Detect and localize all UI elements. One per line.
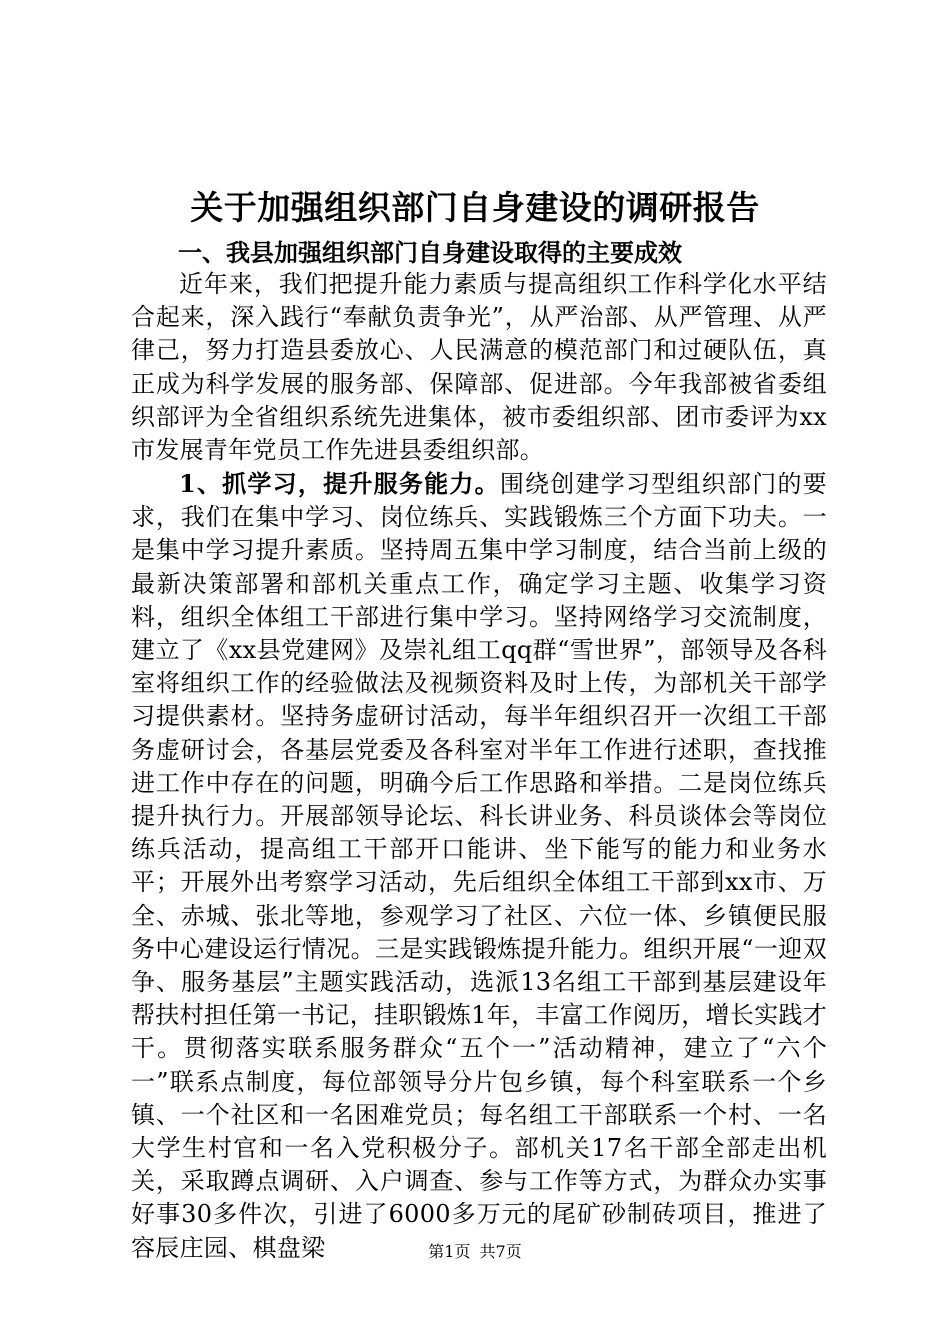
body-paragraph-1: 近年来，我们把提升能力素质与提高组织工作科学化水平结合起来，深入践行“奉献负责争光”，从严治部、从严管理、从严律己，努力打造县委放心、人民满意的模范部门和过硬队伍，真正成为科学发展的服务部、保障部、促进部。今年我部被省委组织部评为全省组织系统先进集体，被市委组织部、团市委评为xx市发展青年党员工作先进县委组织部。 — [131, 270, 827, 465]
paragraph-lead-heading: 1、抓学习，提升服务能力。 — [179, 469, 500, 498]
section-heading: 一、我县加强组织部门自身建设取得的主要成效 — [178, 238, 682, 267]
paragraph-body-text: 围绕创建学习型组织部门的要求，我们在集中学习、岗位练兵、实践锻炼三个方面下功夫。一是集中学习提升素质。坚持周五集中学习制度，结合当前上级的最新决策部署和部机关重点工作，确定学习主题、收集学习资料，组织全体组工干部进行集中学习。坚持网络学习交流制度，建立了《xx县党建网》及崇礼组工qq群“雪世界”，部领导及各科室将组织工作的经验做法及视频资料及时上传，为部机关干部学习提供素材。坚持务虚研讨活动，每半年组织召开一次组工干部务虚研讨会，各基层党委及各科室对半年工作进行述职，查找推进工作中存在的问题，明确今后工作思路和举措。二是岗位练兵提升执行力。开展部领导论坛、科长讲业务、科员谈体会等岗位练兵活动，提高组工干部开口能讲、坐下能写的能力和业务水平；开展外出考察学习活动，先后组织全体组工干部到xx市、万全、赤城、张北等地，参观学习了社区、六位一体、乡镇便民服务中心建设运行情况。三是实践锻炼提升能力。组织开展“一迎双争、服务基层”主题实践活动，选派13名组工干部到基层建设年帮扶村担任第一书记，挂职锻炼1年，丰富工作阅历，增长实践才干。贯彻落实联系服务群众“五个一”活动精神，建立了“六个一”联系点制度，每位部领导分片包乡镇，每个科室联系一个乡镇、一个社区和一名困难党员；每名组工干部联系一个村、一名大学生村官和一名入党积极分子。部机关17名干部全部走出机关，采取蹲点调研、入户调查、参与工作等方式，为群众办实事好事30多件次，引进了6000多万元的尾矿砂制砖项目，推进了容辰庄园、棋盘梁 — [131, 470, 827, 1262]
page-footer: 第1页 共7页 — [428, 1242, 522, 1261]
body-paragraph-2 — [131, 467, 827, 1265]
document-title: 关于加强组织部门自身建设的调研报告 — [190, 188, 760, 227]
